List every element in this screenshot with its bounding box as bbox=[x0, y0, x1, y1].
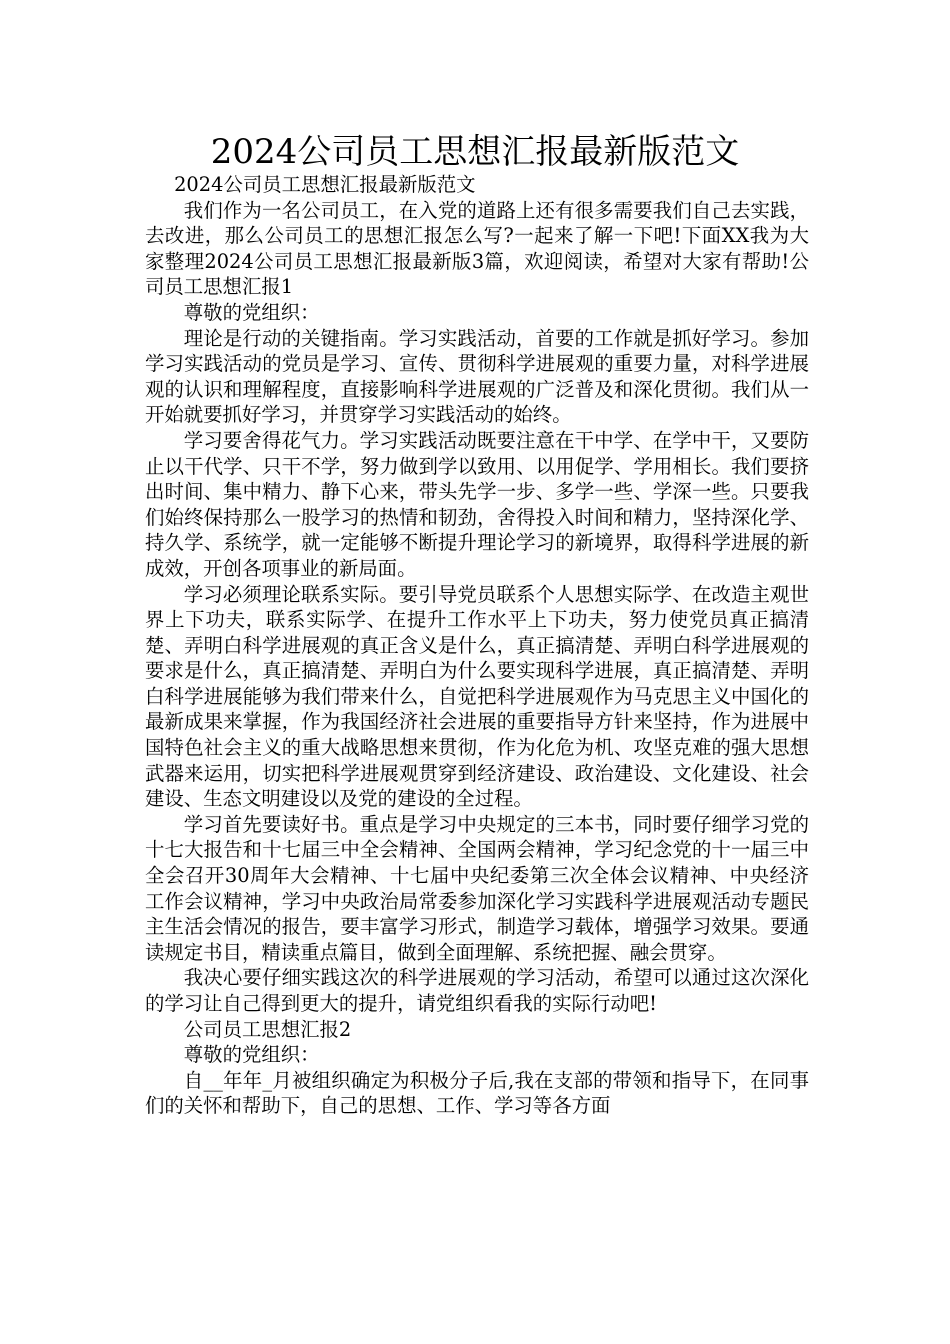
body-paragraph: 学习要舍得花气力。学习实践活动既要注意在干中学、在学中干，又要防止以干代学、只干不学，努力做到学以致用、以用促学、学用相长。我们要挤出时间、集中精力、静下心来，带头先学一步、多学一些、学深一些。只要我们始终保持那么一股学习的热情和韧劲，舍得投入时间和精力，坚持深化学、持久学、系统学，就一定能够不断提升理论学习的新境界，取得科学进展的新成效，开创各项事业的新局面。 bbox=[145, 428, 809, 580]
body-paragraph: 学习首先要读好书。重点是学习中央规定的三本书，同时要仔细学习党的十七大报告和十七届三中全会精神、全国两会精神，学习纪念党的十一届三中全会召开30周年大会精神、十七届中央纪委第三次全体会议精神、中央经济工作会议精神，学习中央政治局常委参加深化学习实践科学进展观活动专题民主生活会情况的报告，要丰富学习形式，制造学习载体，增强学习效果。要通读规定书目，精读重点篇目，做到全面理解、系统把握、融会贯穿。 bbox=[145, 812, 809, 964]
subtitle-paragraph: 2024公司员工思想汇报最新版范文 bbox=[174, 173, 476, 196]
body-paragraph: 学习必须理论联系实际。要引导党员联系个人思想实际学、在改造主观世界上下功夫，联系实际学、在提升工作水平上下功夫，努力使党员真正搞清楚、弄明白科学进展观的真正含义是什么，真正搞清楚、弄明白科学进展观的要求是什么，真正搞清楚、弄明白为什么要实现科学进展，真正搞清楚、弄明白科学进展能够为我们带来什么，自觉把科学进展观作为马克思主义中国化的最新成果来掌握，作为我国经济社会进展的重要指导方针来坚持，作为进展中国特色社会主义的重大战略思想来贯彻，作为化危为机、攻坚克难的强大思想武器来运用，切实把科学进展观贯穿到经济建设、政治建设、文化建设、社会建设、生态文明建设以及党的建设的全过程。 bbox=[145, 582, 809, 811]
intro-paragraph: 我们作为一名公司员工，在入党的道路上还有很多需要我们自己去实践，去改进，那么公司员工的思想汇报怎么写?一起来了解一下吧!下面XX我为大家整理2024公司员工思想汇报最新版3篇，欢迎阅读，希望对大家有帮助!公司员工思想汇报1 bbox=[145, 198, 809, 299]
section-heading: 公司员工思想汇报2 bbox=[183, 1017, 352, 1041]
salutation: 尊敬的党组织： bbox=[183, 1043, 320, 1067]
document-title: 2024公司员工思想汇报最新版范文 bbox=[210, 132, 740, 172]
document-body bbox=[145, 172, 809, 1119]
body-paragraph: 理论是行动的关键指南。学习实践活动，首要的工作就是抓好学习。参加学习实践活动的党员是学习、宣传、贯彻科学进展观的重要力量，对科学进展观的认识和理解程度，直接影响科学进展观的广泛普及和深化贯彻。我们从一开始就要抓好学习，并贯穿学习实践活动的始终。 bbox=[145, 326, 809, 427]
closing-paragraph: 我决心要仔细实践这次的科学进展观的学习活动，希望可以通过这次深化的学习让自己得到更大的提升，请党组织看我的实际行动吧! bbox=[145, 966, 809, 1015]
body-paragraph: 自__年年_月被组织确定为积极分子后,我在支部的带领和指导下，在同事们的关怀和帮助下，自己的思想、工作、学习等各方面 bbox=[145, 1068, 809, 1118]
salutation: 尊敬的党组织： bbox=[183, 300, 320, 324]
